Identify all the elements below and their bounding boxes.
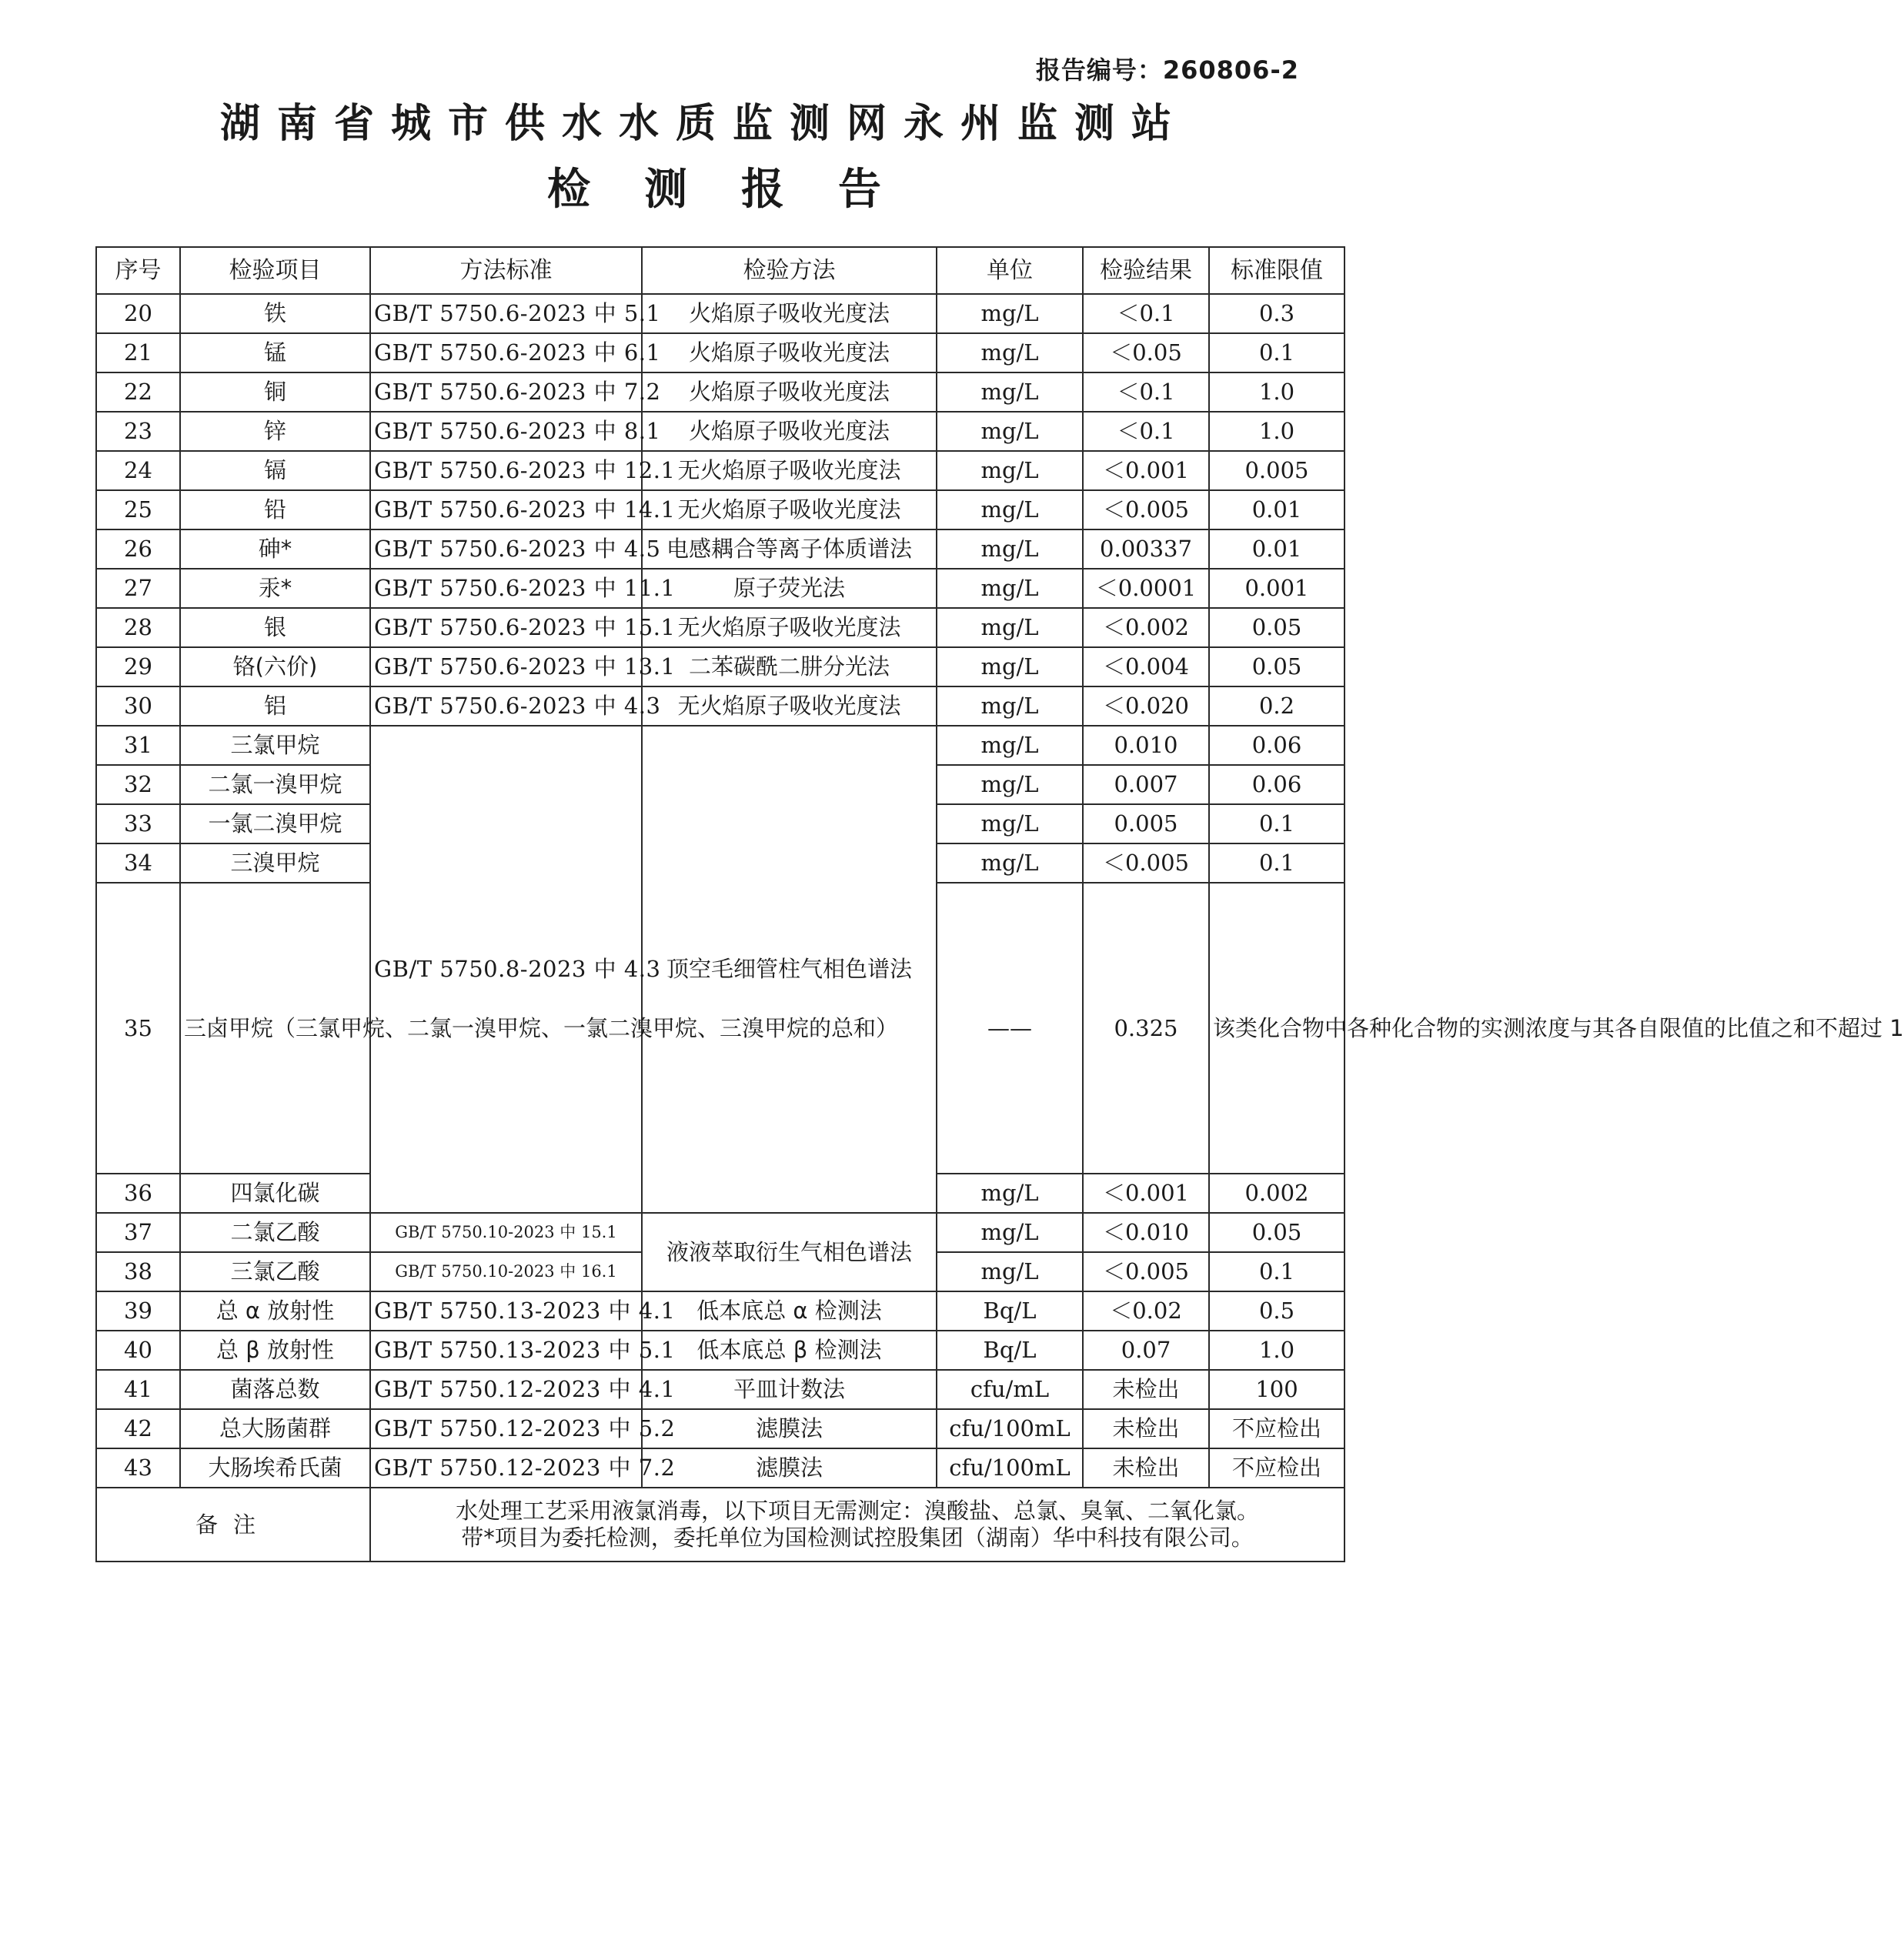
cell-result: ＜0.002 [1083, 608, 1209, 647]
cell-limit: 该类化合物中各种化合物的实测浓度与其各自限值的比值之和不超过 1 [1209, 883, 1344, 1174]
cell-result: ＜0.020 [1083, 686, 1209, 726]
cell-method: 无火焰原子吸收光度法 [642, 451, 937, 490]
cell-limit: 0.05 [1209, 1213, 1344, 1252]
table-row [96, 686, 1344, 726]
cell-item: 总 β 放射性 [180, 1331, 370, 1370]
cell-standard: GB/T 5750.12-2023 中 4.1 [370, 1370, 642, 1409]
cell-item: 镉 [180, 451, 370, 490]
cell-limit: 不应检出 [1209, 1409, 1344, 1448]
table-row [96, 294, 1344, 333]
table-row [96, 529, 1344, 569]
report-subtitle: 检测报告 [547, 165, 935, 215]
cell-method: 火焰原子吸收光度法 [642, 412, 937, 451]
col-header-item: 检验项目 [180, 247, 370, 294]
cell-standard: GB/T 5750.6-2023 中 13.1 [370, 647, 642, 686]
cell-no: 42 [96, 1409, 180, 1448]
cell-item: 铜 [180, 372, 370, 412]
cell-no: 34 [96, 843, 180, 883]
table-row [96, 333, 1344, 372]
cell-limit: 0.01 [1209, 490, 1344, 529]
cell-method-merged: 顶空毛细管柱气相色谱法 [642, 726, 937, 1213]
table-row [96, 1370, 1344, 1409]
test-results-table [95, 246, 1904, 1562]
cell-unit: mg/L [937, 529, 1083, 569]
cell-standard: GB/T 5750.12-2023 中 7.2 [370, 1448, 642, 1488]
cell-item: 大肠埃希氏菌 [180, 1448, 370, 1488]
remarks-label: 备注 [96, 1488, 370, 1562]
cell-item: 菌落总数 [180, 1370, 370, 1409]
cell-method: 平皿计数法 [642, 1370, 937, 1409]
cell-result: ＜0.1 [1083, 294, 1209, 333]
cell-method: 火焰原子吸收光度法 [642, 372, 937, 412]
cell-unit: mg/L [937, 843, 1083, 883]
cell-limit: 0.5 [1209, 1291, 1344, 1331]
cell-item: 三卤甲烷（三氯甲烷、二氯一溴甲烷、一氯二溴甲烷、三溴甲烷的总和） [180, 883, 370, 1174]
cell-result: 0.00337 [1083, 529, 1209, 569]
col-header-no: 序号 [96, 247, 180, 294]
cell-standard: GB/T 5750.6-2023 中 6.1 [370, 333, 642, 372]
cell-method: 原子荧光法 [642, 569, 937, 608]
cell-method: 滤膜法 [642, 1409, 937, 1448]
cell-unit: mg/L [937, 569, 1083, 608]
cell-limit: 0.05 [1209, 647, 1344, 686]
cell-limit: 0.005 [1209, 451, 1344, 490]
cell-method: 火焰原子吸收光度法 [642, 294, 937, 333]
cell-result: ＜0.0001 [1083, 569, 1209, 608]
table-header-row [96, 247, 1344, 294]
cell-standard: GB/T 5750.13-2023 中 4.1 [370, 1291, 642, 1331]
cell-result: ＜0.004 [1083, 647, 1209, 686]
cell-no: 21 [96, 333, 180, 372]
col-header-unit: 单位 [937, 247, 1083, 294]
cell-no: 40 [96, 1331, 180, 1370]
cell-limit: 0.1 [1209, 843, 1344, 883]
report-title: 湖南省城市供水水质监测网永州监测站 [219, 101, 1188, 147]
cell-no: 25 [96, 490, 180, 529]
cell-unit: mg/L [937, 1252, 1083, 1291]
cell-no: 37 [96, 1213, 180, 1252]
cell-unit: mg/L [937, 372, 1083, 412]
cell-item: 银 [180, 608, 370, 647]
cell-result: ＜0.02 [1083, 1291, 1209, 1331]
cell-limit: 1.0 [1209, 1331, 1344, 1370]
cell-unit: mg/L [937, 490, 1083, 529]
cell-method: 无火焰原子吸收光度法 [642, 490, 937, 529]
cell-no: 43 [96, 1448, 180, 1488]
cell-unit: Bq/L [937, 1291, 1083, 1331]
cell-unit: mg/L [937, 412, 1083, 451]
table-row [96, 372, 1344, 412]
table-row [96, 1448, 1344, 1488]
cell-standard: GB/T 5750.6-2023 中 5.1 [370, 294, 642, 333]
cell-method-merged: 液液萃取衍生气相色谱法 [642, 1213, 937, 1291]
remarks-text [370, 1488, 1344, 1562]
cell-result: ＜0.1 [1083, 372, 1209, 412]
cell-limit: 0.2 [1209, 686, 1344, 726]
cell-unit: mg/L [937, 765, 1083, 804]
report-number: 报告编号：260806-2 [1035, 55, 1299, 85]
cell-method: 无火焰原子吸收光度法 [642, 686, 937, 726]
cell-standard: GB/T 5750.6-2023 中 15.1 [370, 608, 642, 647]
table-row [96, 412, 1344, 451]
cell-no: 28 [96, 608, 180, 647]
cell-item: 铝 [180, 686, 370, 726]
cell-no: 23 [96, 412, 180, 451]
cell-result: 未检出 [1083, 1448, 1209, 1488]
cell-limit: 0.06 [1209, 765, 1344, 804]
col-header-result: 检验结果 [1083, 247, 1209, 294]
cell-limit: 0.05 [1209, 608, 1344, 647]
cell-standard: GB/T 5750.6-2023 中 4.3 [370, 686, 642, 726]
cell-result: ＜0.001 [1083, 1174, 1209, 1213]
cell-item: 三氯甲烷 [180, 726, 370, 765]
cell-limit: 0.002 [1209, 1174, 1344, 1213]
cell-standard: GB/T 5750.6-2023 中 11.1 [370, 569, 642, 608]
cell-item: 总 α 放射性 [180, 1291, 370, 1331]
cell-unit: mg/L [937, 294, 1083, 333]
cell-result: 0.005 [1083, 804, 1209, 843]
cell-result: 0.010 [1083, 726, 1209, 765]
cell-limit: 0.3 [1209, 294, 1344, 333]
cell-no: 30 [96, 686, 180, 726]
cell-result: ＜0.005 [1083, 1252, 1209, 1291]
cell-item: 锰 [180, 333, 370, 372]
cell-unit: mg/L [937, 804, 1083, 843]
col-header-standard: 方法标准 [370, 247, 642, 294]
cell-limit: 100 [1209, 1370, 1344, 1409]
cell-method: 无火焰原子吸收光度法 [642, 608, 937, 647]
cell-no: 27 [96, 569, 180, 608]
cell-method: 火焰原子吸收光度法 [642, 333, 937, 372]
cell-standard: GB/T 5750.6-2023 中 12.1 [370, 451, 642, 490]
cell-result: ＜0.005 [1083, 843, 1209, 883]
cell-standard: GB/T 5750.10-2023 中 16.1 [370, 1252, 642, 1291]
cell-no: 35 [96, 883, 180, 1174]
cell-no: 26 [96, 529, 180, 569]
cell-result: ＜0.05 [1083, 333, 1209, 372]
remarks-line: 带*项目为委托检测，委托单位为国检测试控股集团（湖南）华中科技有限公司。 [461, 1525, 1254, 1551]
cell-item: 一氯二溴甲烷 [180, 804, 370, 843]
cell-method: 二苯碳酰二肼分光法 [642, 647, 937, 686]
table-row [96, 490, 1344, 529]
cell-no: 39 [96, 1291, 180, 1331]
cell-limit: 1.0 [1209, 372, 1344, 412]
cell-standard: GB/T 5750.13-2023 中 5.1 [370, 1331, 642, 1370]
cell-result: ＜0.001 [1083, 451, 1209, 490]
table-row [96, 1213, 1344, 1252]
cell-limit: 0.001 [1209, 569, 1344, 608]
cell-no: 31 [96, 726, 180, 765]
cell-limit: 不应检出 [1209, 1448, 1344, 1488]
cell-no: 33 [96, 804, 180, 843]
cell-limit: 1.0 [1209, 412, 1344, 451]
cell-item: 总大肠菌群 [180, 1409, 370, 1448]
table-row [96, 726, 1344, 765]
table-row [96, 1291, 1344, 1331]
cell-no: 29 [96, 647, 180, 686]
table-row [96, 1409, 1344, 1448]
cell-standard: GB/T 5750.6-2023 中 8.1 [370, 412, 642, 451]
cell-standard: GB/T 5750.6-2023 中 4.5 [370, 529, 642, 569]
cell-item: 三氯乙酸 [180, 1252, 370, 1291]
table-row [96, 647, 1344, 686]
cell-item: 二氯乙酸 [180, 1213, 370, 1252]
cell-limit: 0.06 [1209, 726, 1344, 765]
cell-result: 未检出 [1083, 1409, 1209, 1448]
cell-no: 20 [96, 294, 180, 333]
cell-unit: mg/L [937, 686, 1083, 726]
cell-item: 铁 [180, 294, 370, 333]
cell-item: 铅 [180, 490, 370, 529]
cell-limit: 0.1 [1209, 333, 1344, 372]
table-row [96, 569, 1344, 608]
cell-no: 24 [96, 451, 180, 490]
cell-unit: cfu/mL [937, 1370, 1083, 1409]
cell-standard: GB/T 5750.6-2023 中 7.2 [370, 372, 642, 412]
cell-no: 36 [96, 1174, 180, 1213]
cell-unit: mg/L [937, 451, 1083, 490]
cell-unit: mg/L [937, 647, 1083, 686]
cell-unit: mg/L [937, 726, 1083, 765]
cell-item: 三溴甲烷 [180, 843, 370, 883]
cell-item: 汞* [180, 569, 370, 608]
cell-standard-merged: GB/T 5750.8-2023 中 4.3 [370, 726, 642, 1213]
cell-standard: GB/T 5750.6-2023 中 14.1 [370, 490, 642, 529]
cell-standard: GB/T 5750.12-2023 中 5.2 [370, 1409, 642, 1448]
table-row [96, 1331, 1344, 1370]
cell-item: 四氯化碳 [180, 1174, 370, 1213]
cell-result: ＜0.1 [1083, 412, 1209, 451]
col-header-method: 检验方法 [642, 247, 937, 294]
cell-unit: mg/L [937, 333, 1083, 372]
cell-unit: —— [937, 883, 1083, 1174]
table-row [96, 451, 1344, 490]
cell-limit: 0.1 [1209, 1252, 1344, 1291]
cell-standard: GB/T 5750.10-2023 中 15.1 [370, 1213, 642, 1252]
cell-item: 砷* [180, 529, 370, 569]
table-row [96, 608, 1344, 647]
cell-no: 41 [96, 1370, 180, 1409]
cell-unit: cfu/100mL [937, 1409, 1083, 1448]
cell-no: 38 [96, 1252, 180, 1291]
cell-item: 铬(六价) [180, 647, 370, 686]
cell-unit: cfu/100mL [937, 1448, 1083, 1488]
cell-result: ＜0.005 [1083, 490, 1209, 529]
remarks-row [96, 1488, 1344, 1562]
cell-result: 0.07 [1083, 1331, 1209, 1370]
cell-limit: 0.1 [1209, 804, 1344, 843]
col-header-limit: 标准限值 [1209, 247, 1344, 294]
cell-unit: mg/L [937, 608, 1083, 647]
cell-limit: 0.01 [1209, 529, 1344, 569]
cell-result: 0.007 [1083, 765, 1209, 804]
cell-result: 0.325 [1083, 883, 1209, 1174]
cell-unit: mg/L [937, 1213, 1083, 1252]
cell-method: 滤膜法 [642, 1448, 937, 1488]
cell-no: 22 [96, 372, 180, 412]
cell-item: 锌 [180, 412, 370, 451]
cell-item: 二氯一溴甲烷 [180, 765, 370, 804]
cell-method: 低本底总 β 检测法 [642, 1331, 937, 1370]
cell-result: 未检出 [1083, 1370, 1209, 1409]
cell-unit: Bq/L [937, 1331, 1083, 1370]
cell-result: ＜0.010 [1083, 1213, 1209, 1252]
cell-method: 低本底总 α 检测法 [642, 1291, 937, 1331]
remarks-line: 水处理工艺采用液氯消毒，以下项目无需测定：溴酸盐、总氯、臭氧、二氧化氯。 [455, 1498, 1259, 1525]
cell-method: 电感耦合等离子体质谱法 [642, 529, 937, 569]
cell-no: 32 [96, 765, 180, 804]
cell-unit: mg/L [937, 1174, 1083, 1213]
